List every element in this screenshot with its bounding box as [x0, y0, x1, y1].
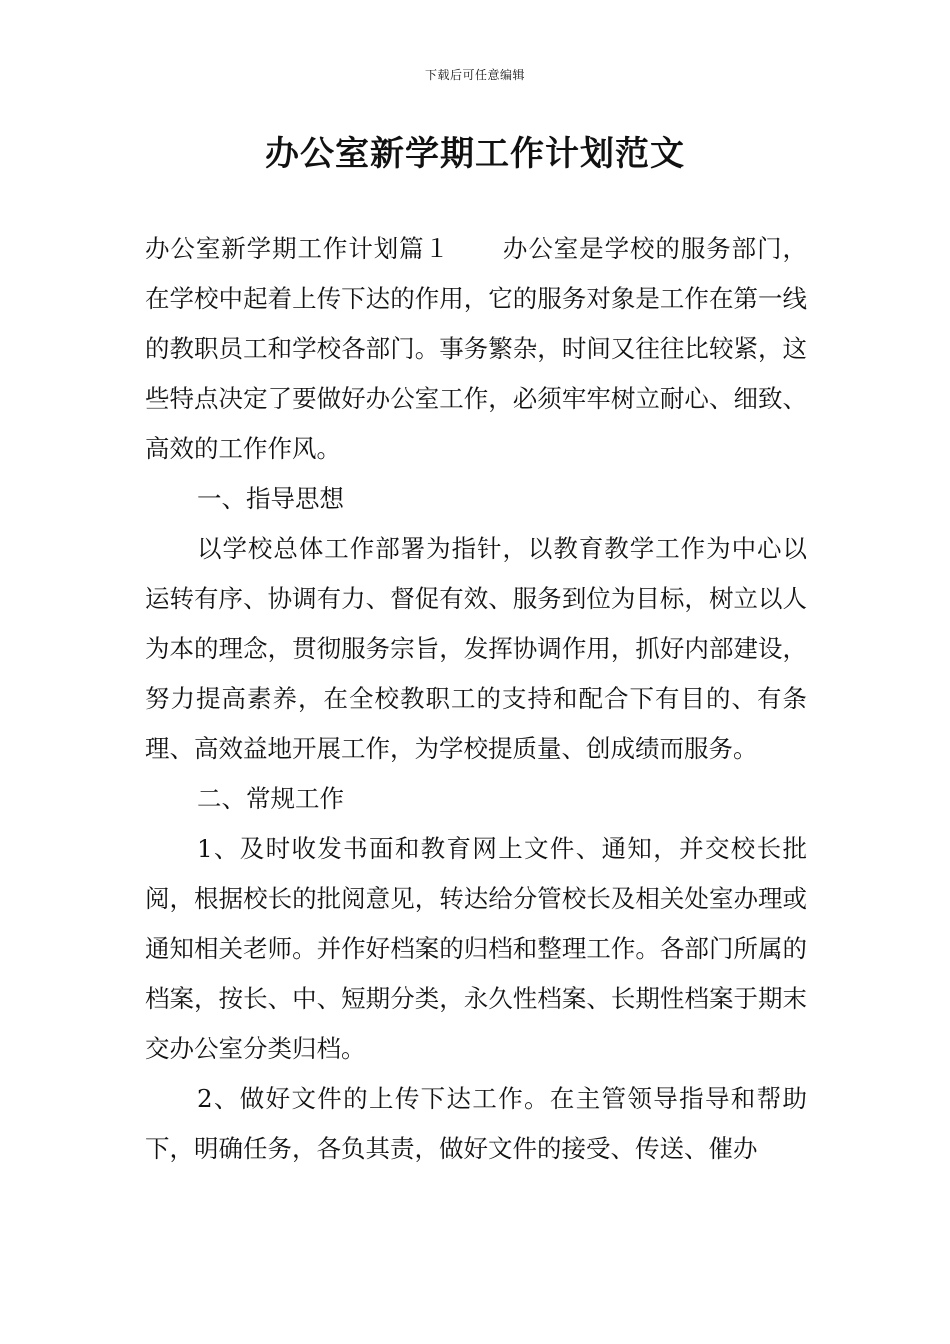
intro-lead: 办公室新学期工作计划篇１ — [145, 234, 450, 263]
intro-text: 办公室是学校的服务部门，在学校中起着上传下达的作用，它的服务对象是工作在第一线的教职员工和学校各部门。事务繁杂，时间又往往比较紧，这些特点决定了要做好办公室工作，必须牢牢树立耐心、细致、高效的工作作风。 — [145, 234, 807, 463]
document-body — [145, 224, 807, 1174]
guiding-thought-paragraph: 以学校总体工作部署为指针，以教育教学工作为中心以运转有序、协调有力、督促有效、服务到位为目标，树立以人为本的理念，贯彻服务宗旨，发挥协调作用，抓好内部建设，努力提高素养，在全校教职工的支持和配合下有目的、有条理、高效益地开展工作，为学校提质量、创成绩而服务。 — [145, 534, 807, 763]
routine-work-item-1: 1、及时收发书面和教育网上文件、通知，并交校长批阅，根据校长的批阅意见，转达给分管校长及相关处室办理或通知相关老师。并作好档案的归档和整理工作。各部门所属的档案，按长、中、短期分类，永久性档案、长期性档案于期末交办公室分类归档。 — [145, 834, 807, 1063]
header-note: 下载后可任意编辑 — [424, 68, 525, 82]
section-heading-routine-work: 二、常规工作 — [197, 784, 344, 813]
intro-paragraph — [145, 224, 807, 474]
document-title: 办公室新学期工作计划范文 — [265, 134, 685, 174]
section-heading-guiding-thought: 一、指导思想 — [197, 484, 344, 513]
routine-work-item-2: 2、做好文件的上传下达工作。在主管领导指导和帮助下，明确任务，各负其责，做好文件的接受、传送、催办 — [145, 1084, 807, 1163]
